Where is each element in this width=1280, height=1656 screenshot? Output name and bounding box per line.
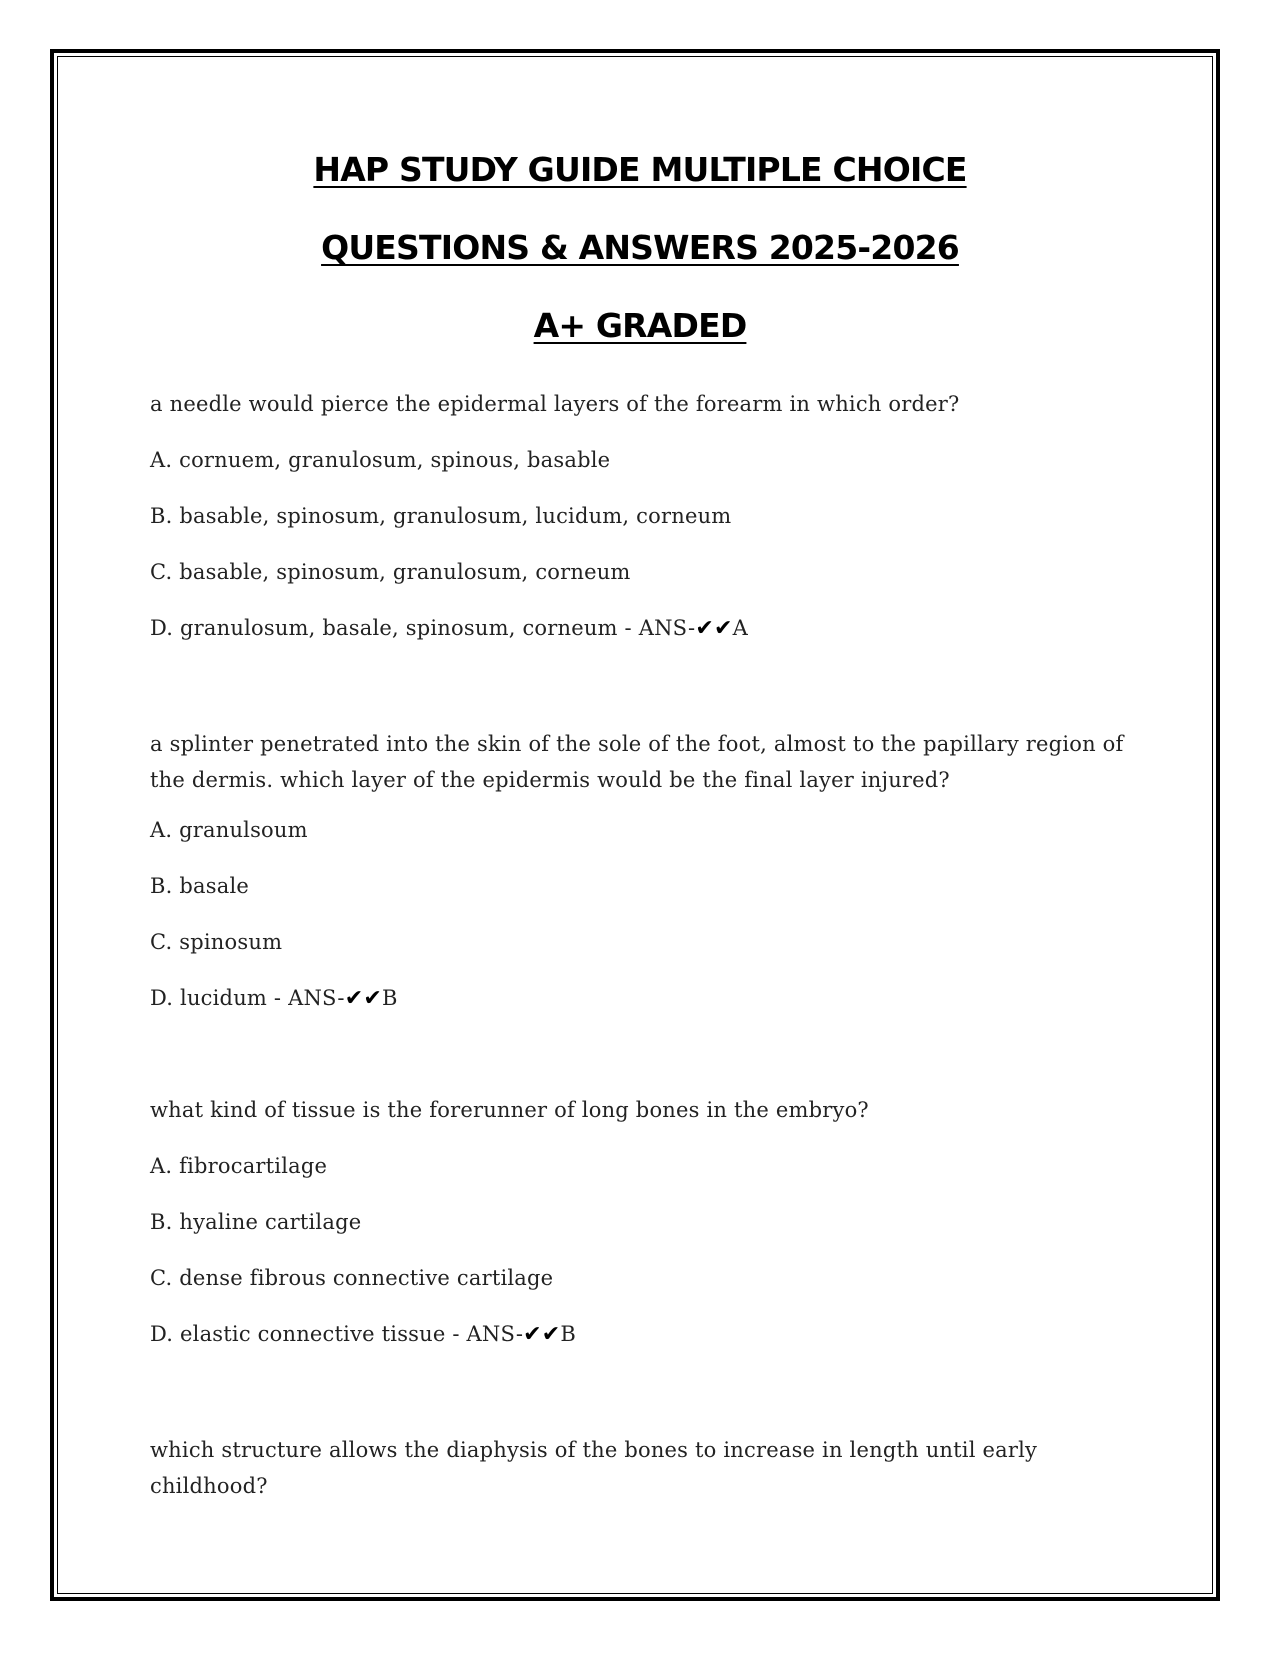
check-mark-icon: ✔✔ — [523, 1322, 561, 1347]
option-d-answer-line — [150, 1320, 1140, 1376]
option-a: A. fibrocartilage — [150, 1154, 328, 1178]
answer-letter: B — [560, 1322, 577, 1346]
question-text: what kind of tissue is the forerunner of long bones in the embryo? — [150, 1098, 869, 1122]
option-a: A. cornuem, granulosum, spinous, basable — [150, 448, 611, 472]
option-c: C. dense fibrous connective cartilage — [150, 1266, 554, 1290]
check-mark-icon: ✔✔ — [695, 616, 733, 641]
question-block-4 — [150, 1432, 1140, 1504]
check-mark-icon: ✔✔ — [344, 986, 382, 1011]
option-a: A. granulsoum — [150, 818, 308, 842]
answer-letter: A — [732, 616, 748, 640]
question-text: a splinter penetrated into the skin of the sole of the foot, almost to the papillary region of the dermis. which layer of the epidermis would be the final layer injured? — [150, 732, 1124, 792]
option-d-answer-line — [150, 984, 1140, 1040]
option-d: D. lucidum - ANS- — [150, 986, 345, 1010]
question-text: a needle would pierce the epidermal layers of the forearm in which order? — [150, 392, 960, 416]
title-line-3: A+ GRADED — [533, 306, 747, 345]
option-b: B. hyaline cartilage — [150, 1210, 362, 1234]
option-b: B. basable, spinosum, granulosum, lucidum, corneum — [150, 504, 732, 528]
document-body — [150, 150, 1140, 1522]
option-c: C. spinosum — [150, 930, 283, 954]
title-line-2: QUESTIONS & ANSWERS 2025-2026 — [321, 228, 959, 267]
question-text: which structure allows the diaphysis of the bones to increase in length until early childhood? — [150, 1438, 1038, 1498]
question-block-2 — [150, 726, 1140, 1040]
title-line-1: HAP STUDY GUIDE MULTIPLE CHOICE — [313, 150, 967, 189]
option-d-answer-line — [150, 614, 1140, 670]
option-b: B. basale — [150, 874, 249, 898]
question-block-3 — [150, 1096, 1140, 1376]
option-d: D. elastic connective tissue - ANS- — [150, 1322, 524, 1346]
option-d: D. granulosum, basale, spinosum, corneum - ANS- — [150, 616, 696, 640]
question-block-1 — [150, 390, 1140, 670]
answer-letter: B — [381, 986, 398, 1010]
option-c: C. basable, spinosum, granulosum, corneum — [150, 560, 631, 584]
